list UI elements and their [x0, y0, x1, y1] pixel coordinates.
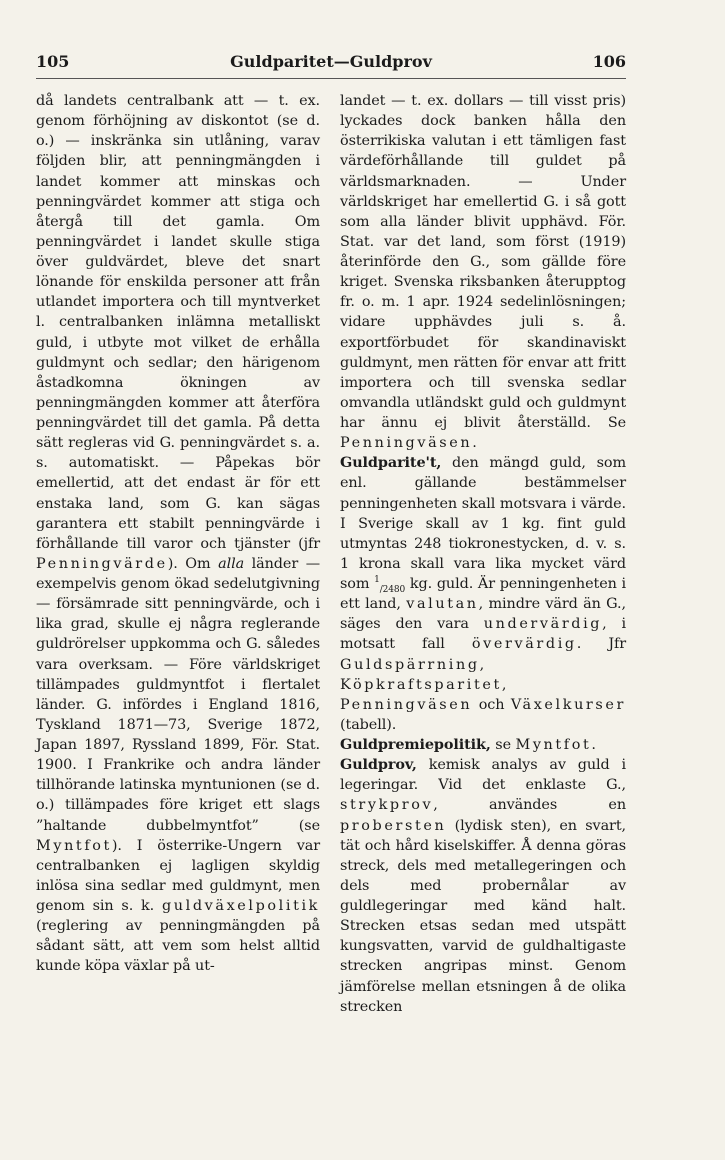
text-run: , användes en	[433, 797, 626, 814]
fraction-denominator: /2480	[379, 584, 406, 595]
cross-reference: övervärdig	[471, 636, 577, 653]
text-run: , i motsatt fall	[340, 616, 627, 653]
cross-reference: Penningvärde	[36, 555, 168, 572]
emphasis: alla	[218, 555, 245, 572]
text-run: landet — t. ex. dollars — till visst pris) lyckades dock banken hålla den österrikiska valutan i ett tämligen fast värdeförhållande till guldet på världsmarknaden. — Under världskriget har emellertid G. i så gott som alla länder blivit upphävd. För. Stat. var det land, som först (1919) återinförde den G., som gällde före kriget. Svenska riksbanken återupptog fr. o. m. 1 apr. 1924 sedelinlösningen; vidare upphävdes juli s. å. exportförbudet för skandinaviskt guldmynt, men rätten för envar att fritt importera och till svenska sedlar omvandla utländskt guld och guldmynt har ännu ej blivit återställd. Se	[340, 93, 626, 431]
headword: Guldparite't,	[340, 454, 442, 472]
left-column	[36, 91, 320, 977]
cross-reference: Guldspärrning	[340, 656, 480, 673]
text-run: kemisk analys av guld i legeringar. Vid det enklaste G.,	[340, 757, 626, 794]
entry-guldpremiepolitik	[340, 735, 626, 755]
cross-reference: Växelkurser	[510, 696, 626, 713]
running-title: Guldparitet—Guldprov	[230, 52, 432, 71]
cross-reference: valutan	[406, 596, 479, 613]
text-run: ,	[501, 676, 507, 693]
text-run: se	[490, 737, 516, 753]
fraction-numerator: 1	[374, 575, 380, 586]
entry-guldmyntfot-continued	[36, 91, 320, 977]
text-run: och	[472, 696, 511, 713]
cross-reference: Penningväsen	[340, 696, 473, 713]
text-run: ). I österrike-Ungern var centralbanken ej lagligen skyldig inlösa sina sedlar med guldmynt, men genom sin s. k.	[36, 837, 320, 914]
cross-reference: undervärdig	[483, 616, 603, 633]
page-number-left: 105	[36, 52, 70, 71]
text-run: . Jfr	[576, 636, 626, 653]
page-number-right: 106	[592, 52, 626, 71]
cross-reference: Myntfot	[515, 737, 592, 753]
headword: Guldpremiepolitik,	[340, 736, 491, 753]
entry-guldprov	[340, 755, 626, 1017]
text-run: .	[472, 435, 477, 452]
cross-reference: guldväxelpolitik	[161, 898, 320, 914]
text-run: kg. guld. Är penningenheten i ett land,	[340, 576, 626, 613]
cross-reference: probersten	[340, 817, 447, 834]
header-rule	[36, 78, 626, 79]
text-run: den mängd guld, som enl. gällande bestämmelser penningenheten skall motsvara i värde. I Sverige skall av 1 kg. fint guld utmyntas 248 tiokronestycken, d. v. s. 1 krona skall vara lika mycket värd som	[340, 455, 626, 592]
entry-guldmyntfot-end	[340, 91, 626, 453]
cross-reference: strykprov	[340, 797, 434, 814]
cross-reference: Penningväsen	[340, 435, 473, 452]
text-run: (reglering av penningmängden på sådant sätt, att vem som helst alltid kunde köpa växlar på ut-	[36, 918, 320, 975]
cross-reference: Myntfot	[36, 837, 112, 854]
text-run: ,	[479, 656, 485, 673]
headword: Guldprov,	[340, 756, 417, 774]
text-run: (lydisk sten), en svart, tät och hård kiselskiffer. Å denna göras streck, dels med metallegeringen och dels med probernålar av guldlegeringar med känd halt. Strecken etsas sedan med utspätt kungsvatten, varvid de guldhaltigaste strecken angripas minst. Genom jämförelse mellan etsningen å de olika strecken	[340, 817, 626, 1015]
text-run: då landets centralbank att — t. ex. genom förhöjning av diskontot (se d. o.) — inskränka sin utlåning, varav följden blir, att penningmängden i landet kommer att minskas och penningvärdet kommer att stiga och återgå till det gamla. Om penningvärdet i landet skulle stiga över guldvärdet, bleve det snart lönande för enskilda personer att från utlandet importera och till myntverket l. centralbanken inlämna metalliskt guld, i utbyte mot vilket de erhålla guldmynt och sedlar; den härigenom åstadkomna ökningen av penningmängden kommer att återföra penningvärdet till det gamla. På detta sätt regleras vid G. penningvärdet s. a. s. automatiskt. — Påpekas bör emellertid, att det endast är för ett enstaka land, som G. kan sägas garantera ett stabilt penningvärde i förhållande till varor och tjänster (jfr	[36, 93, 320, 552]
text-run: ). Om	[167, 555, 219, 572]
running-header	[36, 52, 626, 74]
cross-reference: Köpkraftsparitet	[340, 676, 502, 693]
text-run: .	[591, 737, 596, 753]
text-run: , mindre värd än G., säges den vara	[340, 596, 626, 633]
text-run: länder — exempelvis genom ökad sedelutgivning — försämrade sitt penningvärde, och i lika grad, skulle ej några reglerande guldrörelser uppkomma och G. således vara overksam. — Före världskriget tillämpades guldmyntfot i flertalet länder. G. infördes i England 1816, Tyskland 1871—73, Sverige 1872, Japan 1897, Ryssland 1899, För. Stat. 1900. I Frankrike och andra länder tillhörande latinska myntunionen (se d. o.) tillämpades före kriget ett slags ”haltande dubbelmyntfot” (se	[36, 555, 320, 834]
text-run: (tabell).	[340, 716, 397, 733]
right-column	[340, 91, 626, 1017]
entry-guldparitet	[340, 453, 626, 735]
